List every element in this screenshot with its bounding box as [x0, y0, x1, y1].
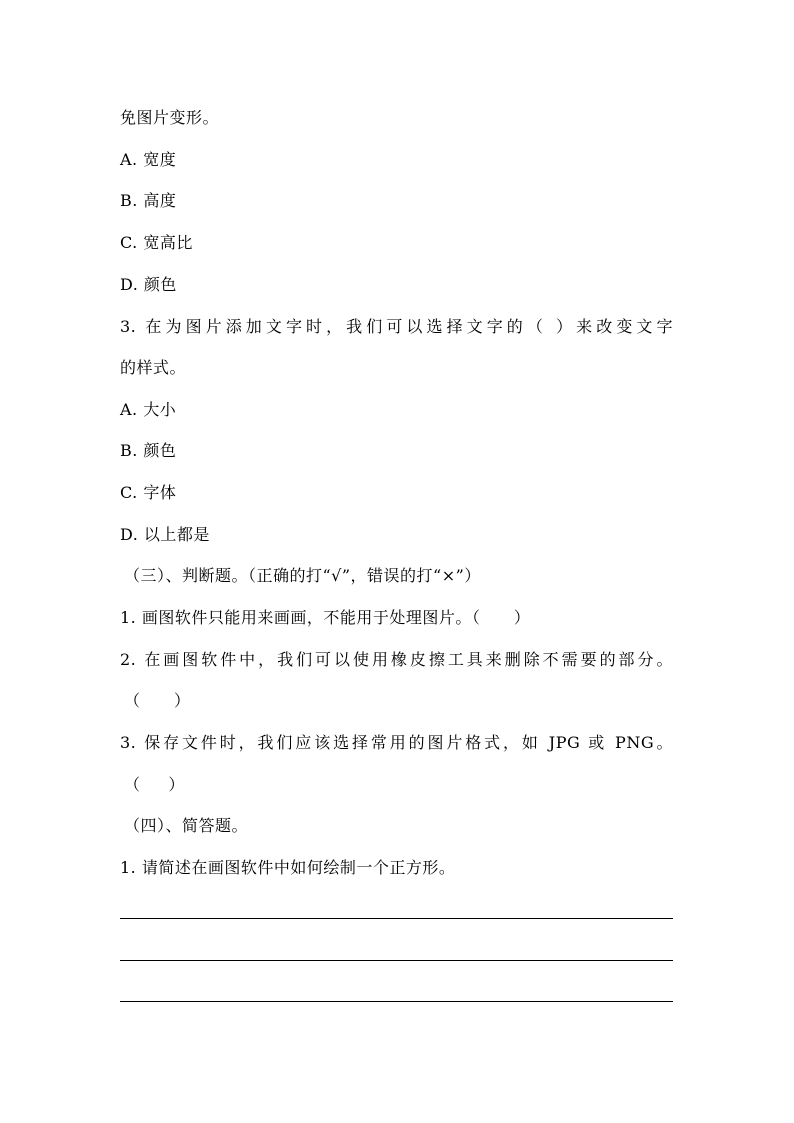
- judge-item-3-answer-blank: （ ）: [124, 775, 185, 794]
- q2-option-a: A. 宽度: [120, 150, 177, 169]
- q3-option-c: C. 字体: [120, 483, 177, 502]
- judge-item-1: 1. 画图软件只能用来画画，不能用于处理图片。（ ）: [120, 608, 531, 627]
- judge-item-3: 3. 保存文件时，我们应该选择常用的图片格式，如 JPG 或 PNG。: [120, 733, 673, 752]
- q3-option-b: B. 颜色: [120, 441, 177, 460]
- q3-option-a: A. 大小: [120, 400, 177, 419]
- question-continuation: 免图片变形。: [120, 108, 220, 127]
- section4-title: （四）、简答题。: [124, 816, 249, 835]
- q2-option-b: B. 高度: [120, 191, 177, 210]
- q2-option-c: C. 宽高比: [120, 233, 193, 252]
- answer-line-1[interactable]: [120, 918, 673, 919]
- answer-line-3[interactable]: [120, 1001, 673, 1002]
- short-answer-q1: 1. 请简述在画图软件中如何绘制一个正方形。: [120, 858, 456, 877]
- q3-option-d: D. 以上都是: [120, 525, 210, 544]
- judge-item-2: 2. 在画图软件中，我们可以使用橡皮擦工具来删除不需要的部分。: [120, 650, 673, 669]
- q2-option-d: D. 颜色: [120, 275, 177, 294]
- section3-title: （三）、判断题。（正确的打“√”，错误的打“×”）: [124, 566, 481, 585]
- judge-item-2-answer-blank: （ ）: [124, 691, 191, 710]
- q3-text-line2: 的样式。: [120, 358, 187, 377]
- q3-text-line1: 3. 在为图片添加文字时，我们可以选择文字的（ ）来改变文字: [120, 317, 673, 336]
- answer-line-2[interactable]: [120, 960, 673, 961]
